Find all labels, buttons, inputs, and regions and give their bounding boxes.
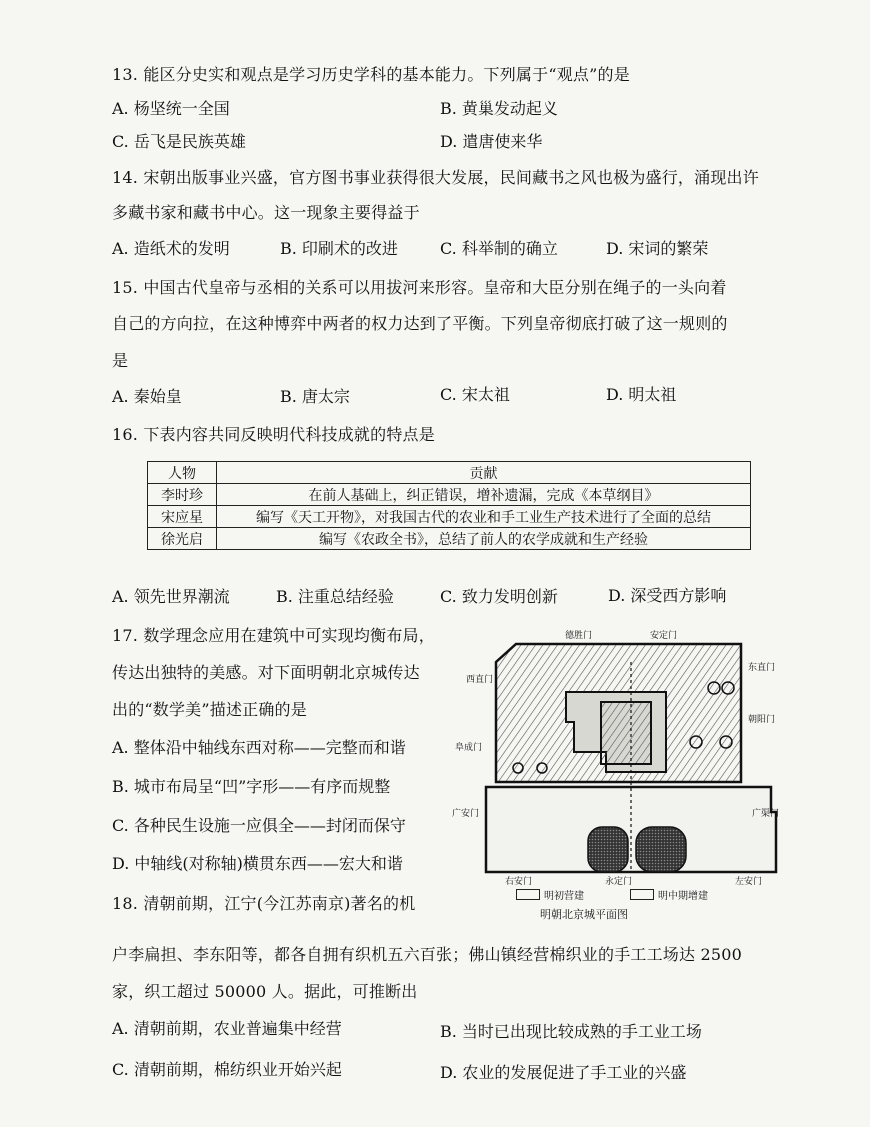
table-cell: 在前人基础上，纠正错误，增补遗漏，完成《本草纲目》 (217, 484, 751, 506)
q16-stem: 16. 下表内容共同反映明代科技成就的特点是 (112, 425, 435, 444)
map-caption: 明朝北京城平面图 (540, 908, 628, 921)
table-row (148, 528, 751, 550)
temple-of-heaven (636, 827, 686, 872)
gate-label: 右安门 (505, 877, 533, 887)
table-cell: 徐光启 (148, 528, 217, 550)
gate-label: 左安门 (735, 877, 763, 887)
q14-option-a[interactable]: A. 造纸术的发明 (112, 239, 230, 258)
gate-label: 安定门 (650, 631, 678, 641)
gate-label: 东直门 (748, 663, 776, 673)
q14-option-d[interactable]: D. 宋词的繁荣 (606, 239, 709, 258)
scientists-table (147, 461, 751, 550)
table-header-row (148, 462, 751, 484)
table-cell: 李时珍 (148, 484, 217, 506)
q14-stem-line1: 14. 宋朝出版事业兴盛，官方图书事业获得很大发展，民间藏书之风也极为盛行，涌现出许 (112, 168, 759, 187)
legend-label: 明中期增建 (658, 891, 708, 902)
q17-stem-line1: 17. 数学理念应用在建筑中可实现均衡布局， (112, 626, 435, 645)
q17-stem-line2: 传达出独特的美感。对下面明朝北京城传达 (112, 663, 420, 682)
q18-option-c[interactable]: C. 清朝前期，棉纺织业开始兴起 (112, 1060, 342, 1079)
table-header-cell: 人物 (148, 462, 217, 484)
q17-option-b[interactable]: B. 城市布局呈“凹”字形——有序而规整 (112, 777, 391, 796)
gate-label: 西直门 (466, 675, 494, 685)
q14-option-c[interactable]: C. 科举制的确立 (440, 239, 558, 258)
q17-stem-line3: 出的“数学美”描述正确的是 (112, 700, 307, 719)
q15-stem-line1: 15. 中国古代皇帝与丞相的关系可以用拔河来形容。皇帝和大臣分别在绳子的一头向着 (112, 278, 727, 297)
map-legend-early (516, 887, 584, 902)
gate-label: 德胜门 (565, 631, 593, 641)
q16-option-a[interactable]: A. 领先世界潮流 (112, 587, 230, 606)
map-legend-mid (630, 887, 708, 902)
q15-stem-line2: 自己的方向拉，在这种博弈中两者的权力达到了平衡。下列皇帝彻底打破了这一规则的 (112, 314, 728, 333)
q18-stem-line2: 户李扁担、李东阳等，都各自拥有织机五六百张；佛山镇经营棉织业的手工工场达 2500 (112, 945, 743, 964)
q18-option-b[interactable]: B. 当时已出现比较成熟的手工业工场 (440, 1022, 702, 1041)
legend-swatch (630, 889, 654, 900)
q15-option-c[interactable]: C. 宋太祖 (440, 385, 510, 404)
gate-label: 广渠门 (752, 809, 780, 819)
gate-label: 阜成门 (455, 743, 483, 753)
table-cell: 编写《天工开物》，对我国古代的农业和手工业生产技术进行了全面的总结 (217, 506, 751, 528)
q14-option-b[interactable]: B. 印刷术的改进 (280, 239, 398, 258)
q13-option-c[interactable]: C. 岳飞是民族英雄 (112, 132, 246, 151)
legend-label: 明初营建 (544, 891, 584, 902)
q16-option-d[interactable]: D. 深受西方影响 (608, 586, 727, 605)
table-row (148, 484, 751, 506)
q14-stem-line2: 多藏书家和藏书中心。这一现象主要得益于 (112, 203, 420, 222)
q15-option-d[interactable]: D. 明太祖 (606, 385, 677, 404)
q18-stem-line3: 家，织工超过 50000 人。据此，可推断出 (112, 982, 418, 1001)
gate-label: 永定门 (605, 877, 633, 887)
forbidden-city (601, 702, 651, 764)
q16-option-b[interactable]: B. 注重总结经验 (276, 587, 394, 606)
q13-option-d[interactable]: D. 遣唐使来华 (440, 132, 543, 151)
q15-stem-line3: 是 (112, 351, 129, 370)
q13-stem: 13. 能区分史实和观点是学习历史学科的基本能力。下列属于“观点”的是 (112, 65, 630, 84)
q17-option-d[interactable]: D. 中轴线(对称轴)横贯东西——宏大和谐 (112, 854, 403, 873)
q17-option-a[interactable]: A. 整体沿中轴线东西对称——完整而和谐 (112, 738, 406, 757)
q15-option-b[interactable]: B. 唐太宗 (280, 387, 350, 406)
q18-option-d[interactable]: D. 农业的发展促进了手工业的兴盛 (440, 1063, 687, 1082)
gate-label: 朝阳门 (748, 715, 776, 725)
q18-stem-line1: 18. 清朝前期，江宁(今江苏南京)著名的机 (112, 894, 416, 913)
q17-option-c[interactable]: C. 各种民生设施一应俱全——封闭而保守 (112, 816, 406, 835)
table-header-cell: 贡献 (217, 462, 751, 484)
q15-option-a[interactable]: A. 秦始皇 (112, 387, 182, 406)
gate-label: 广安门 (452, 809, 480, 819)
outer-city-wall (486, 787, 776, 872)
q18-option-a[interactable]: A. 清朝前期，农业普遍集中经营 (112, 1019, 342, 1038)
q13-option-b[interactable]: B. 黄巢发动起义 (440, 99, 558, 118)
table-cell: 宋应星 (148, 506, 217, 528)
table-row (148, 506, 751, 528)
legend-swatch (516, 889, 540, 900)
table-cell: 编写《农政全书》，总结了前人的农学成就和生产经验 (217, 528, 751, 550)
altar-of-agriculture (588, 827, 628, 872)
q13-option-a[interactable]: A. 杨坚统一全国 (112, 99, 230, 118)
q16-option-c[interactable]: C. 致力发明创新 (440, 587, 558, 606)
